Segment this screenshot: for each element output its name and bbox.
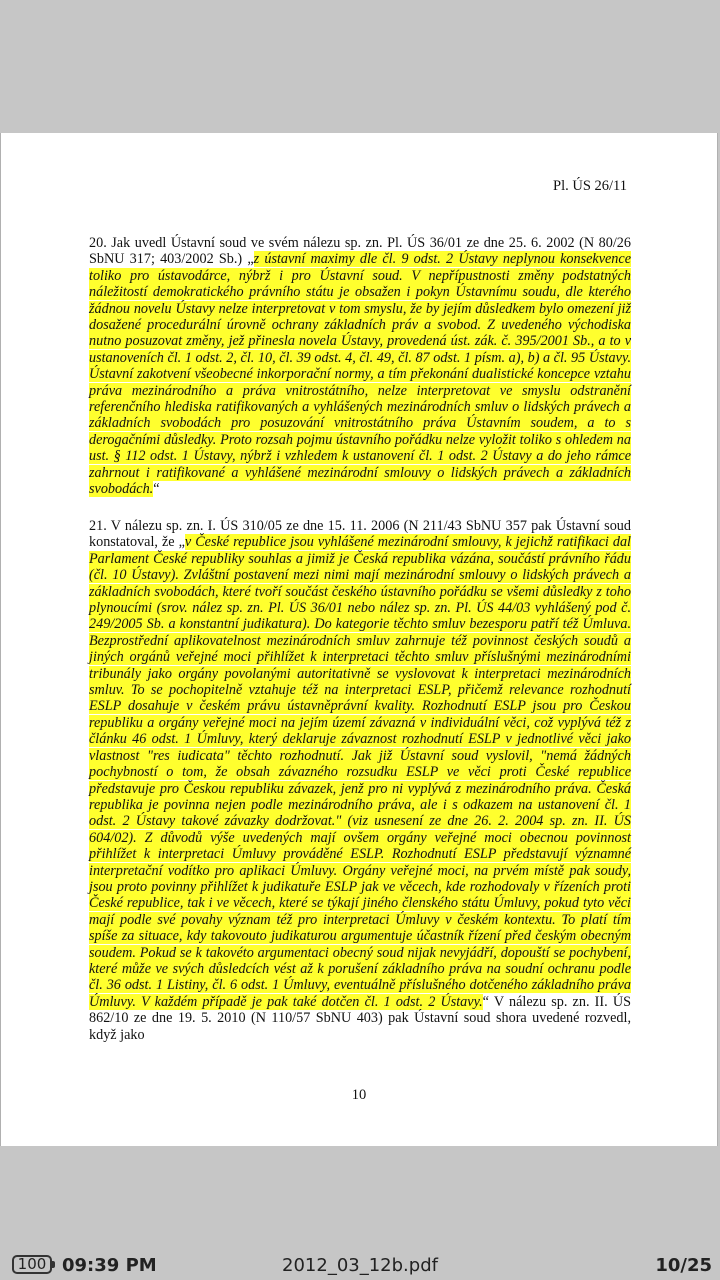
- page-number: 10: [351, 1087, 367, 1103]
- highlighted-quote-20[interactable]: z ústavní maximy dle čl. 9 odst. 2 Ústavy neplynou konsekvence toliko pro ústavodárce, nýbrž i pro Ústavní soud. V nepřípustnosti změny podstatných náležitostí demokratického právního státu je obsažen i pokyn Ústavnímu soudu, dle kterého žádnou novelu Ústavy nelze interpretovat v tom smyslu, že by jejím důsledkem bylo omezení již dosažené procedurální úrovně ochrany základních práv a svobod. Z uvedeného východiska nutno posuzovat změny, jež přinesla novela Ústavy, provedená úst. zák. č. 395/2001 Sb., a to v ustanoveních čl. 1 odst. 2, čl. 10, čl. 39 odst. 4, čl. 49, čl. 87 odst. 1 písm. a), b) a čl. 95 Ústavy. Ústavní zakotvení všeobecné inkorporační normy, a tím překonání dualistické koncepce vztahu práva mezinárodního a práva vnitrostátního, nelze interpretovat ve smyslu odstranění referenčního hlediska ratifikovaných a vyhlášených mezinárodních smluv o lidských právech a základních svobodách pro posuzování vnitrostátního práva Ústavním soudem, a to s derogačními důsledky. Proto rozsah pojmu ústavního pořádku nelze vyložit toliko s ohledem na ust. § 112 odst. 1 Ústavy, nýbrž i vzhledem k ustanovení čl. 1 odst. 2 Ústavy a do jeho rámce zahrnout i ratifikované a vyhlášené mezinárodní smlouvy o lidských právech a základních svobodách.: [89, 251, 631, 498]
- highlighted-quote-21[interactable]: v České republice jsou vyhlášené mezinárodní smlouvy, k jejichž ratifikaci dal Parlament České republiky souhlas a jimiž je Česká republika vázána, součástí právního řádu (čl. 10 Ústavy). Zvláštní postavení mezi nimi mají mezinárodní smlouvy o lidských právech a základních svobodách, které tvoří součást českého ústavního pořádku se všemi důsledky z toho plynoucími (srov. nález sp. zn. Pl. ÚS 36/01 nebo nález sp. zn. Pl. ÚS 44/03 vyhlášený pod č. 249/2005 Sb. a konstantní judikatura). Do kategorie těchto smluv bezesporu patří též Úmluva. Bezprostřední aplikovatelnost mezinárodních smluv zahrnuje též povinnost českých soudů a jiných orgánů veřejné moci přihlížet k interpretaci těchto smluv příslušnými mezinárodními tribunály jako orgány povolanými autoritativně se vyslovovat k interpretaci mezinárodních smluv. To se pochopitelně vztahuje též na interpretaci ESLP, přičemž relevance rozhodnutí ESLP dosahuje v českém právu ústavněprávní kvality. Rozhodnutí ESLP jsou pro Českou republiku a orgány veřejné moci na jejím území závazná v individuální věci, což vyplývá též z článku 46 odst. 1 Úmluvy, který deklaruje závaznost rozhodnutí ESLP v jednotlivé věci jako vlastnost "res iudicata" těchto rozhodnutí. Jak již Ústavní soud vyslovil, "nemá žádných pochybností o tom, že obsah závazného rozsudku ESLP ve věci proti České republice představuje pro Českou republiku závazek, jenž pro ni vyplývá z mezinárodního práva. Česká republika je povinna nejen podle mezinárodního práva, ale i s odkazem na ustanovení čl. 1 odst. 2 Ústavy takové závazky dodržovat." (viz usnesení ze dne 26. 2. 2004 sp. zn. II. ÚS 604/02). Z důvodů výše uvedených mají ovšem orgány veřejné moci obecnou povinnost přihlížet k interpretaci Úmluvy prováděné ESLP. Rozhodnutí ESLP představují významné interpretační vodítko pro aplikaci Úmluvy. Orgány veřejné moci, na prvém místě pak soudy, jsou proto povinny přihlížet k judikatuře ESLP jak ve věcech, kde rozhodovaly v řízeních proti České republice, tak i ve věcech, které se týkají jiného členského státu Úmluvy, pokud tyto věci mají podle své povahy význam též pro interpretaci Úmluvy v českém kontextu. To platí tím spíše za situace, kdy takovouto judikaturou argumentuje účastník řízení před českým obecným soudem. Pokud se k takovéto argumentaci obecný soud nijak nevyjádří, dopouští se pochybení, které může ve svých důsledcích vést až k porušení základního práva na soudní ochranu podle čl. 36 odst. 1 Listiny, čl. 6 odst. 1 Úmluvy, eventuálně příslušného dotčeného základního práva Úmluvy. V každém případě je pak také dotčen čl. 1 odst. 2 Ústavy.: [89, 534, 631, 1010]
- paragraph-20: [89, 235, 631, 498]
- paragraph-21-lead: 21. V nálezu sp. zn. I. ÚS 310/05 ze dne 15. 11. 2006 (N 211/43 SbNU 357 pak Ústavní soud konstatoval, že „: [89, 518, 631, 551]
- battery-level: 100: [17, 1255, 47, 1273]
- paragraph-20-lead: 20. Jak uvedl Ústavní soud ve svém nálezu sp. zn. Pl. ÚS 36/01 ze dne 25. 6. 2002 (N 80/26 SbNU 317; 403/2002 Sb.) „: [89, 235, 631, 268]
- reader-status-bar: [0, 1252, 720, 1280]
- paragraph-20-tail: “: [153, 481, 160, 498]
- case-reference: Pl. ÚS 26/11: [553, 178, 627, 194]
- paragraph-21-tail: “ V nálezu sp. zn. II. ÚS 862/10 ze dne 19. 5. 2010 (N 110/57 SbNU 403) pak Ústavní soud shora uvedené rozvedl, když jako: [89, 993, 631, 1043]
- pdf-page[interactable]: [0, 133, 718, 1146]
- paragraph-21: [89, 518, 631, 1043]
- page-indicator[interactable]: 10/25: [655, 1255, 712, 1276]
- file-name: 2012_03_12b.pdf: [282, 1255, 438, 1276]
- clock: 09:39 PM: [62, 1255, 157, 1276]
